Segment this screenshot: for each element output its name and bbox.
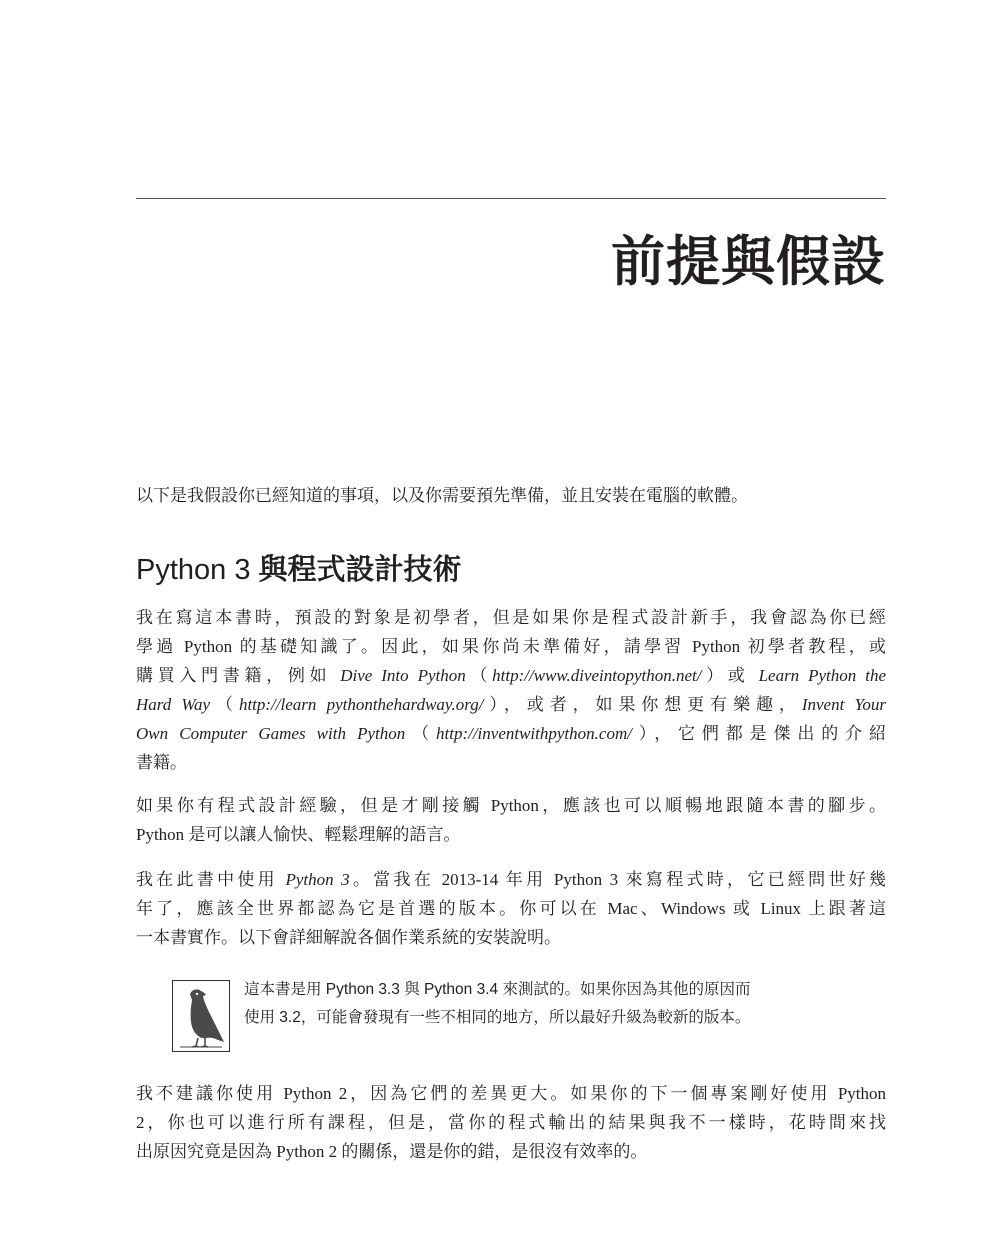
note-text	[244, 976, 884, 1032]
section-heading-cjk: 與程式設計技術	[258, 552, 462, 586]
paragraph-4	[136, 1079, 886, 1166]
paragraph-3	[136, 865, 886, 952]
paragraph-2	[136, 791, 886, 849]
p1-text: （	[405, 724, 436, 743]
note-line-1: 這本書是用 Python 3.3 與 Python 3.4 來測試的。如果你因為其他的原因而	[244, 981, 751, 998]
chapter-title: 前提與假設	[611, 230, 886, 293]
p2-line-2: Python 是可以讓人愉快、輕鬆理解的語言。	[136, 825, 461, 844]
paragraph-1	[136, 603, 886, 777]
p1-line-4	[136, 690, 886, 719]
p1-text: （	[465, 666, 493, 685]
p1-text: ），它們都是傑出的介紹	[631, 724, 887, 743]
crow-bird-icon	[172, 980, 230, 1052]
p1-line-5	[136, 719, 886, 748]
book-title: Hard Way	[136, 695, 211, 714]
url-link[interactable]: http://inventwithpython.com/	[436, 724, 632, 743]
p3-line-2: 年了，應該全世界都認為它是首選的版本。你可以在 Mac、Windows 或 Linux 上跟著這	[136, 899, 886, 918]
p3-line-1	[136, 865, 886, 894]
section-heading	[136, 546, 462, 593]
p3-line-3: 一本書實作。以下會詳細解說各個作業系統的安裝說明。	[136, 928, 561, 947]
book-title: Learn Python the	[758, 666, 886, 685]
p1-line-6: 書籍。	[136, 753, 187, 772]
intro-line: 以下是我假設你已經知道的事項，以及你需要預先準備，並且安裝在電腦的軟體。	[136, 486, 748, 505]
book-title: Dive Into Python	[340, 666, 466, 685]
book-title: Invent Your	[801, 695, 887, 714]
p1-line-1: 我在寫這本書時，預設的對象是初學者，但是如果你是程式設計新手，我會認為你已經	[136, 608, 886, 627]
url-link[interactable]: http://learn pythonthehardway.org/	[238, 695, 484, 714]
p1-line-3	[136, 661, 886, 690]
p1-text: ），或者，如果你想更有樂趣，	[483, 695, 802, 714]
p3-text: 我在此書中使用	[136, 870, 286, 889]
intro-paragraph	[136, 481, 886, 510]
p1-text: ）或	[701, 666, 759, 685]
p4-line-2: 2，你也可以進行所有課程，但是，當你的程式輸出的結果與我不一樣時，花時間來找	[136, 1113, 886, 1132]
p2-line-1: 如果你有程式設計經驗，但是才剛接觸 Python，應該也可以順暢地跟隨本書的腳步。	[136, 796, 886, 815]
chapter-rule	[136, 198, 886, 199]
p4-line-3: 出原因究竟是因為 Python 2 的關係，還是你的錯，是很沒有效率的。	[136, 1142, 648, 1161]
p3-text: 。當我在 2013-14 年用 Python 3 來寫程式時，它已經問世好幾	[349, 870, 887, 889]
p1-line-2: 學過 Python 的基礎知識了。因此，如果你尚未準備好，請學習 Python 初學者教程，或	[136, 637, 886, 656]
note-box	[172, 976, 886, 1056]
p1-text: （	[210, 695, 239, 714]
book-title: Own Computer Games with Python	[136, 724, 406, 743]
section-heading-latin: Python 3	[136, 554, 259, 586]
url-link[interactable]: http://www.diveintopython.net/	[492, 666, 702, 685]
p1-text: 購買入門書籍，例如	[136, 666, 341, 685]
p4-line-1: 我不建議你使用 Python 2，因為它們的差異更大。如果你的下一個專案剛好使用 Python	[136, 1084, 886, 1103]
note-line-2: 使用 3.2，可能會發現有一些不相同的地方，所以最好升級為較新的版本。	[244, 1009, 751, 1026]
emphasis-python3: Python 3	[285, 870, 350, 889]
